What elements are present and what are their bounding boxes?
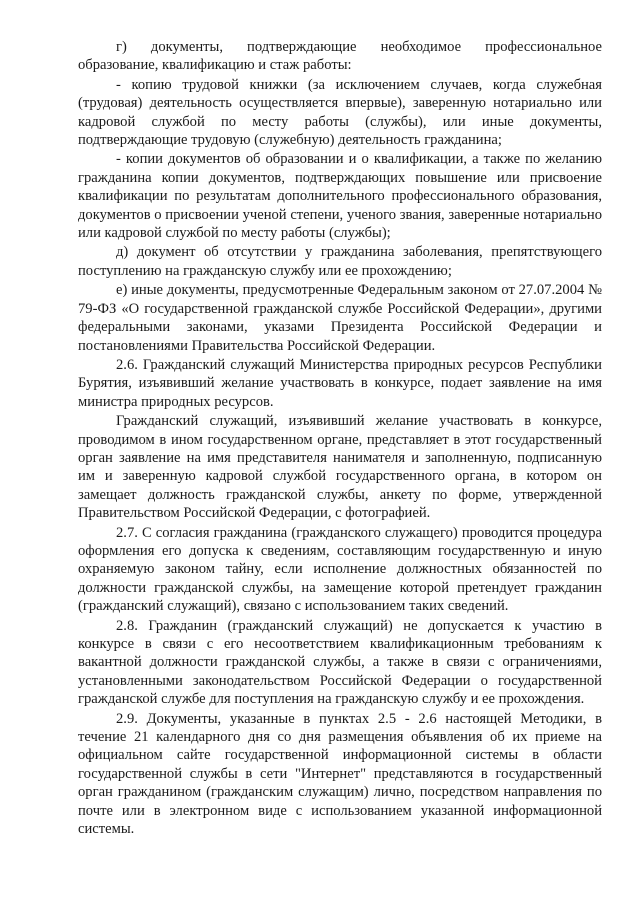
paragraph-2-8: 2.8. Гражданин (гражданский служащий) не допускается к участию в конкурсе в связи с его несоответствием квалификационным требованиям к вакантной должности гражданской службы, а также в связи с ограничениями, установленными законодательством Российской Федерации о государственной гражданской службе для поступления на гражданскую службу и ее прохождения. [78, 617, 602, 708]
paragraph-d-medical: д) документ об отсутствии у гражданина заболевания, препятствующего поступлению на гражданскую службу или ее прохождению; [78, 244, 602, 279]
paragraph-2-6: 2.6. Гражданский служащий Министерства природных ресурсов Республики Бурятия, изъявивший желание участвовать в конкурсе, подает заявление на имя министра природных ресурсов. [78, 356, 602, 410]
paragraph-work-book-copy: - копию трудовой книжки (за исключением случаев, когда служебная (трудовая) деятельность осуществляется впервые), заверенную нотариально или кадровой службой по месту работы (службы), или иные документы, подтверждающие трудовую (служебную) деятельность гражданина; [78, 76, 602, 149]
paragraph-g-documents: г) документы, подтверждающие необходимое профессиональное образование, квалификацию и стаж работы: [78, 39, 602, 74]
paragraph-2-7: 2.7. С согласия гражданина (гражданского служащего) проводится процедура оформления его допуска к сведениям, составляющим государственную и иную охраняемую законом тайну, если исполнение должностных обязанностей по должности гражданской службы, на замещение которой претендует гражданин (гражданский служащий), связано с использованием таких сведений. [78, 524, 602, 615]
paragraph-education-copies: - копии документов об образовании и о квалификации, а также по желанию гражданина копии документов, подтверждающих повышение или присвоение квалификации по результатам дополнительного профессионального образования, документов о присвоении ученой степени, ученого звания, заверенные нотариально или кадровой службой по месту работы (службы); [78, 151, 602, 242]
document-page [78, 38, 602, 839]
paragraph-e-other-documents: е) иные документы, предусмотренные Федеральным законом от 27.07.2004 № 79-ФЗ «О государственной гражданской службе Российской Федерации», другими федеральными законами, указами Президента Российской Федерации и постановлениями Правительства Российской Федерации. [78, 282, 602, 354]
paragraph-2-6-other-body: Гражданский служащий, изъявивший желание участвовать в конкурсе, проводимом в ином государственном органе, представляет в этот государственный орган заявление на имя представителя нанимателя и заполненную, подписанную им и заверенную кадровой службой государственного органа, в котором он замещает должность гражданской службы, анкету по форме, утвержденной Правительством Российской Федерации, с фотографией. [78, 413, 602, 522]
paragraph-2-9: 2.9. Документы, указанные в пунктах 2.5 - 2.6 настоящей Методики, в течение 21 календарного дня со дня размещения объявления об их приеме на официальном сайте государственной информационной системы в области государственной службы в сети "Интернет" представляются в государственный орган гражданином (гражданским служащим) лично, посредством направления по почте или в электронном виде с использованием указанной информационной системы. [78, 710, 602, 838]
